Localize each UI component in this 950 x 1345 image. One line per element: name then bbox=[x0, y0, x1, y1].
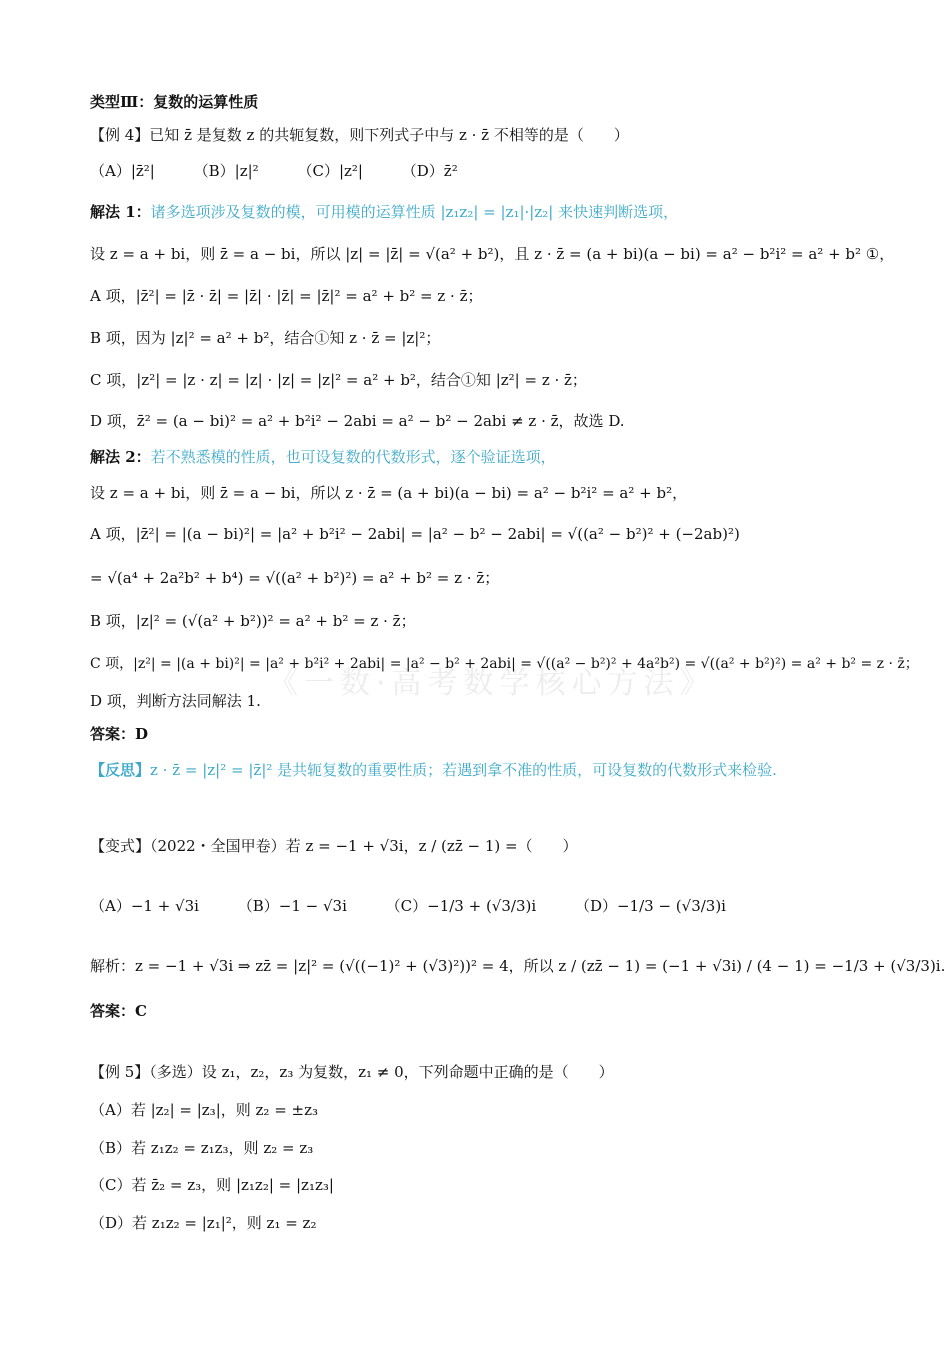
example5-option-a: （A）若 |z₂| = |z₃|，则 z₂ = ±z₃ bbox=[90, 1101, 319, 1119]
method2-heading bbox=[90, 447, 556, 467]
method2-line: C 项，|z²| = |(a + bi)²| = |a² + b²i² + 2abi| = |a² − b² + 2abi| = √((a² − b²)² + 4a²b²) = √((a² + b²)²) = a² + b² = z · z̄； bbox=[90, 656, 919, 672]
option-a: （A）−1 + √3i bbox=[90, 897, 199, 915]
example4-options bbox=[90, 161, 492, 181]
method1-hint: 诸多选项涉及复数的模，可用模的运算性质 |z₁z₂| = |z₁|·|z₂| 来快速判断选项， bbox=[150, 203, 679, 221]
option-b: （B）−1 − √3i bbox=[237, 897, 347, 915]
example5-option-c: （C）若 z̄₂ = z₃，则 |z₁z₂| = |z₁z₃| bbox=[90, 1176, 334, 1194]
method1-heading bbox=[90, 202, 678, 222]
variant-solution: 解析：z = −1 + √3i ⇒ zz̄ = |z|² = (√((−1)² + (√3)²))² = 4，所以 z / (zz̄ − 1) = (−1 + √3i) / (4 − 1) = −1/3 + (√3/3)i. bbox=[90, 957, 946, 975]
method1-line: B 项，因为 |z|² = a² + b²，结合①知 z · z̄ = |z|²； bbox=[90, 329, 441, 347]
answer-4: 答案：D bbox=[90, 725, 149, 743]
option-c: （C）−1/3 + (√3/3)i bbox=[385, 897, 537, 915]
example5-option-b: （B）若 z₁z₂ = z₁z₃，则 z₂ = z₃ bbox=[90, 1139, 314, 1157]
option-d: （D）z̄² bbox=[401, 162, 458, 180]
method1-line: C 项，|z²| = |z · z| = |z| · |z| = |z|² = a² + b²，结合①知 |z²| = z · z̄； bbox=[90, 371, 587, 389]
method1-line: A 项，|z̄²| = |z̄ · z̄| = |z̄| · |z̄| = |z̄|² = a² + b² = z · z̄； bbox=[90, 287, 483, 305]
reflection bbox=[90, 760, 777, 780]
method2-line: = √(a⁴ + 2a²b² + b⁴) = √((a² + b²)²) = a² + b² = z · z̄； bbox=[90, 569, 500, 587]
option-d: （D）−1/3 − (√3/3)i bbox=[574, 897, 726, 915]
method1-label: 解法 1： bbox=[90, 203, 151, 221]
reflection-label: 【反思】 bbox=[90, 761, 151, 779]
example5-option-d: （D）若 z₁z₂ = |z₁|²，则 z₁ = z₂ bbox=[90, 1214, 317, 1232]
reflection-text: z · z̄ = |z|² = |z̄|² 是共轭复数的重要性质；若遇到拿不准的性质，可设复数的代数形式来检验. bbox=[150, 761, 777, 779]
option-b: （B）|z|² bbox=[193, 162, 259, 180]
method2-hint: 若不熟悉模的性质，也可设复数的代数形式，逐个验证选项， bbox=[150, 448, 556, 466]
variant-question: 【变式】（2022・全国甲卷）若 z = −1 + √3i，z / (zz̄ − 1) =（ ） bbox=[90, 837, 578, 855]
section-title: 类型Ⅲ：复数的运算性质 bbox=[90, 93, 259, 111]
example5-question: 【例 5】（多选）设 z₁，z₂，z₃ 为复数，z₁ ≠ 0，下列命题中正确的是（ ） bbox=[90, 1063, 614, 1081]
method1-line: 设 z = a + bi，则 z̄ = a − bi，所以 |z| = |z̄| = √(a² + b²)，且 z · z̄ = (a + bi)(a − bi) = a² − b²i² = a² + b² ①， bbox=[90, 245, 895, 263]
method2-line: D 项，判断方法同解法 1. bbox=[90, 692, 261, 710]
method1-line: D 项，z̄² = (a − bi)² = a² + b²i² − 2abi = a² − b² − 2abi ≠ z · z̄，故选 D. bbox=[90, 412, 625, 430]
method2-line: 设 z = a + bi，则 z̄ = a − bi，所以 z · z̄ = (a + bi)(a − bi) = a² − b²i² = a² + b²， bbox=[90, 484, 688, 502]
option-a: （A）|z̄²| bbox=[90, 162, 155, 180]
method2-label: 解法 2： bbox=[90, 448, 151, 466]
watermark: 《一数·高考数学核心方法》 bbox=[268, 666, 716, 701]
example4-question: 【例 4】已知 z̄ 是复数 z 的共轭复数，则下列式子中与 z · z̄ 不相等的是（ ） bbox=[90, 126, 629, 144]
variant-options bbox=[90, 896, 760, 916]
variant-answer: 答案：C bbox=[90, 1002, 147, 1020]
method2-line: B 项，|z|² = (√(a² + b²))² = a² + b² = z · z̄； bbox=[90, 612, 416, 630]
method2-line: A 项，|z̄²| = |(a − bi)²| = |a² + b²i² − 2abi| = |a² − b² − 2abi| = √((a² − b²)² + (−2ab)²) bbox=[90, 525, 740, 543]
option-c: （C）|z²| bbox=[297, 162, 363, 180]
